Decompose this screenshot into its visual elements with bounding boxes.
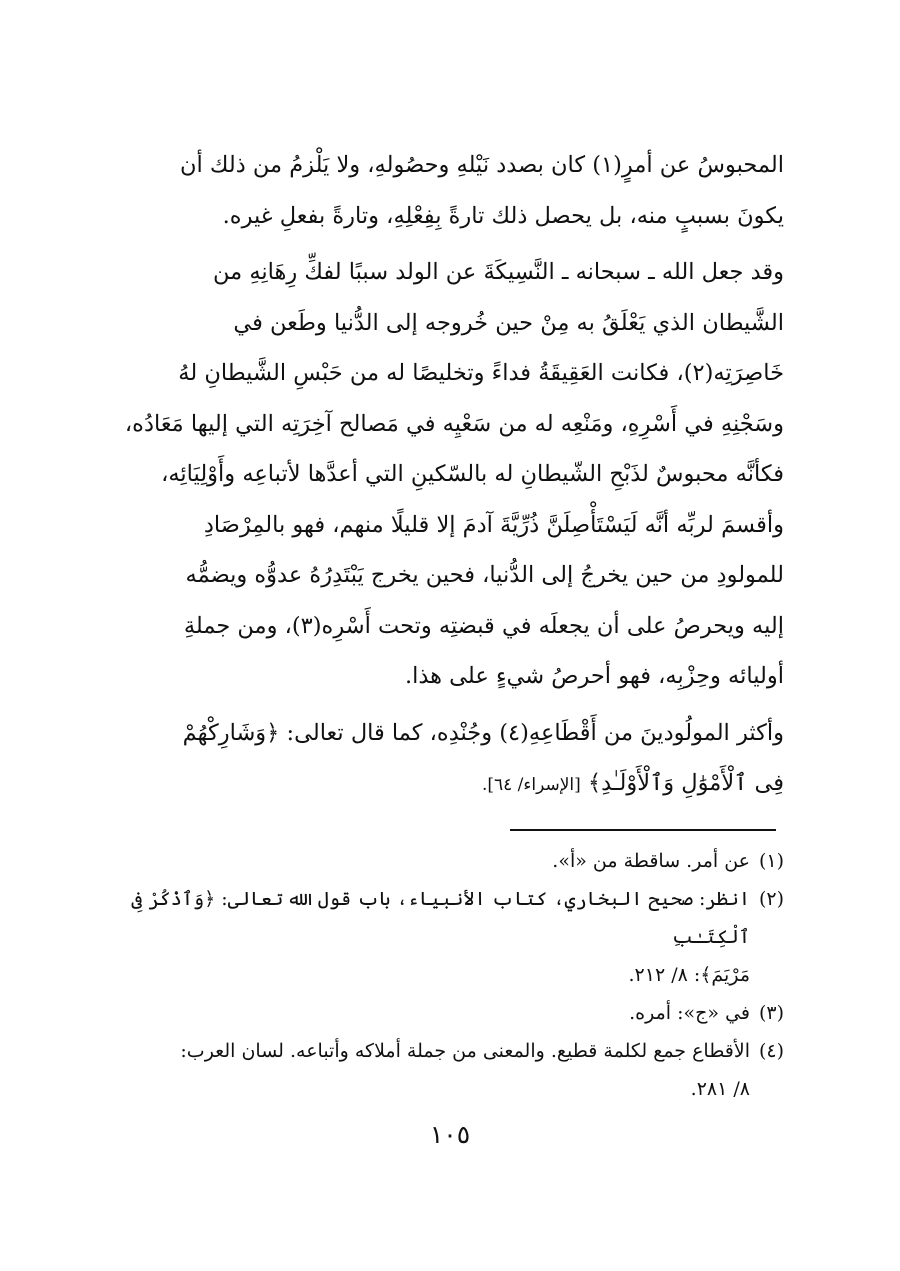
footnote-2 <box>118 880 784 994</box>
text-line: للمولودِ من حين يخرجُ إلى الدُّنيا، فحين يخرج يَبْتَدِرُهُ عدوُّه ويضمُّه <box>185 562 784 588</box>
text-line: وأكثر المولُودينَ من أَقْطَاعِهِ(٤) وجُنْدِه، كما قال تعالى: ﴿وَشَارِكْهُمْ <box>182 719 784 746</box>
page-body <box>118 140 784 811</box>
text-line: خَاصِرَتِه(٢)، فكانت العَقِيقَةُ فداءً وتخليصًا له من حَبْسِ الشَّيطانِ لهُ <box>178 360 784 386</box>
page-number: ١٠٥ <box>429 1120 471 1149</box>
text-line: إليه ويحرصُ على أن يجعلَه في قبضتِه وتحت أَسْرِه(٣)، ومن جملةِ <box>183 612 784 639</box>
paragraph-3 <box>118 708 784 811</box>
footnote-1 <box>118 842 784 880</box>
footnote-line: عن أمر. ساقطة من «أ». <box>552 850 750 872</box>
text-line: أوليائه وحِزْبِه، فهو أحرصُ شيءٍ على هذا. <box>404 663 784 689</box>
text-line: الشَّيطان الذي يَعْلَقُ به مِنْ حين خُروجه إلى الدُّنيا وطَعن في <box>233 309 784 336</box>
footnote-line: انظر: صحيح البخاري، كتاب الأنبياء، باب قول الله تعالى: ﴿وَٱذْكُرْ فِى ٱلْكِتَـٰبِ <box>131 888 750 948</box>
footnote-text <box>118 880 750 994</box>
footnote-line: ٨/ ٢٨١. <box>690 1078 750 1100</box>
footnote-line: مَرْيَمَ﴾: ٨/ ٢١٢. <box>628 964 750 986</box>
text-line: وسَجْنِهِ في أَسْرِهِ، ومَنْعِه له من سَعْيِه في مَصالح آخِرَتِه التي إليها مَعَادُه، <box>124 410 784 437</box>
text-line: وأقسمَ لربِّه أنَّه لَيَسْتَأْصِلَنَّ ذُرِّيَّةَ آدمَ إلا قليلًا منهم، فهو بالمِرْصَادِ <box>203 511 784 538</box>
text-line: يكونَ بسببٍ منه، بل يحصل ذلك تارةً بِفِعْلِهِ، وتارةً بفعلِ غيره. <box>222 202 784 229</box>
paragraph-2 <box>118 247 784 702</box>
paragraph-1 <box>118 140 784 241</box>
footnote-number: (٤) <box>758 1040 784 1062</box>
footnote-separator <box>510 829 776 831</box>
text-line: وقد جعل الله ـ سبحانه ـ النَّسِيكَةَ عن الولد سببًا لفكِّ رِهَانِهِ من <box>213 259 784 285</box>
footnote-text <box>118 994 750 1032</box>
footnote-4 <box>118 1032 784 1108</box>
footnote-number: (٢) <box>758 888 784 910</box>
quran-verse: فِى ٱلْأَمْوَٰلِ وَٱلْأَوْلَـٰدِ﴾ <box>587 770 784 796</box>
footnote-line: الأقطاع جمع لكلمة قطيع. والمعنى من جملة أملاكه وأتباعه. لسان العرب: <box>180 1040 750 1062</box>
footnote-text <box>118 1032 750 1108</box>
footnote-line: في «ج»: أمره. <box>629 1002 750 1024</box>
footnote-number: (٣) <box>758 1002 784 1024</box>
text-line <box>118 758 784 811</box>
footnote-text <box>118 842 750 880</box>
footnotes <box>118 842 784 1108</box>
verse-reference: [الإسراء/ ٦٤]. <box>481 775 581 795</box>
text-line: المحبوسُ عن أمرٍ(١) كان بصدد نَيْلهِ وحصُولهِ، ولا يَلْزمُ من ذلك أن <box>179 152 784 178</box>
footnote-3 <box>118 994 784 1032</box>
footnote-number: (١) <box>758 850 784 872</box>
text-line: فكأنَّه محبوسٌ لذَبْحِ الشّيطانِ له بالسّكينِ التي أعدَّها لأتباعِه وأَوْلِيَائِه، <box>161 461 784 487</box>
